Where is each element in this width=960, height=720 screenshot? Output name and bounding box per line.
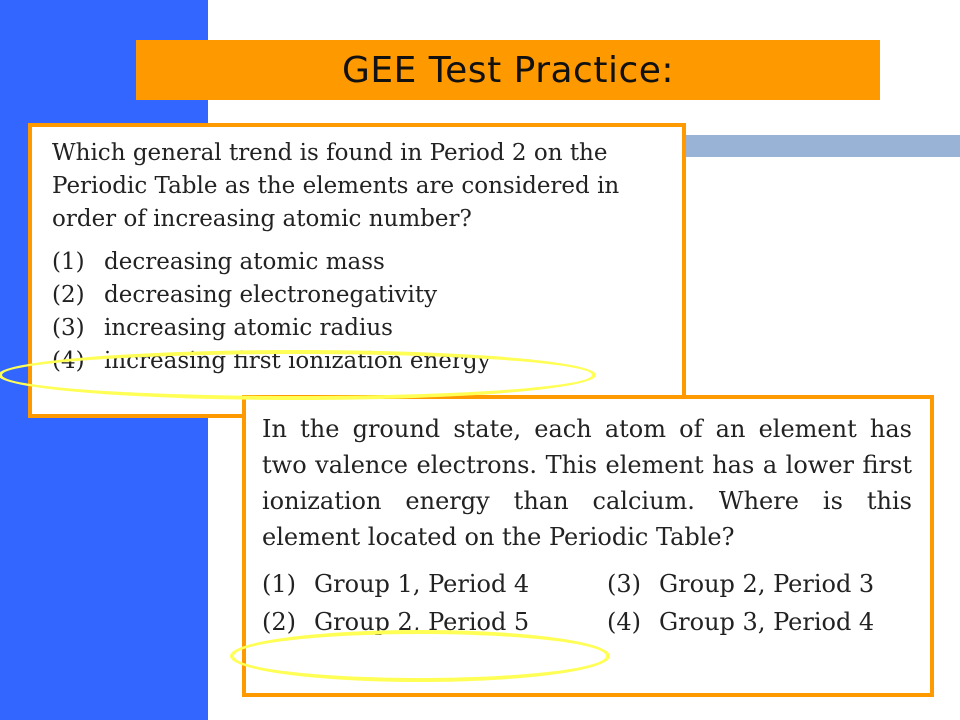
question-1-stem: Which general trend is found in Period 2 on the Periodic Table as the elements are considered in order of increasing atomic number?: [52, 140, 620, 232]
option-text: increasing atomic radius: [104, 315, 393, 341]
question-1-option-3: [52, 312, 664, 345]
option-text: Group 3, Period 4: [659, 608, 875, 636]
question-2-option-1: [262, 567, 607, 601]
option-text: Group 1, Period 4: [314, 570, 530, 598]
option-number: (1): [262, 570, 296, 598]
option-text: Group 2, Period 5: [314, 608, 530, 636]
option-text: increasing first ionization energy: [104, 348, 491, 374]
question-1-option-4: [52, 345, 664, 378]
option-number: (1): [52, 249, 85, 275]
question-2-options: [262, 567, 912, 639]
option-text: decreasing electronegativity: [104, 282, 438, 308]
option-number: (2): [262, 608, 296, 636]
question-1-option-2: [52, 279, 664, 312]
question-1-option-1: [52, 246, 664, 279]
slide-title: GEE Test Practice:: [341, 49, 675, 91]
option-text: decreasing atomic mass: [104, 249, 385, 275]
accent-line: [640, 135, 960, 157]
option-number: (3): [607, 570, 641, 598]
question-2-box: [242, 395, 934, 697]
question-2-stem: In the ground state, each atom of an element has two valence electrons. This element has a lower first ionization energy than calcium. Where is this element located on the Periodic Table?: [262, 415, 912, 551]
option-number: (4): [607, 608, 641, 636]
question-1-box: [28, 123, 686, 418]
option-number: (3): [52, 315, 85, 341]
question-2-option-2: [262, 605, 607, 639]
question-2-option-4: [607, 605, 907, 639]
option-number: (4): [52, 348, 85, 374]
option-text: Group 2, Period 3: [659, 570, 875, 598]
title-bar: [136, 40, 880, 100]
option-number: (2): [52, 282, 85, 308]
question-2-option-3: [607, 567, 907, 601]
